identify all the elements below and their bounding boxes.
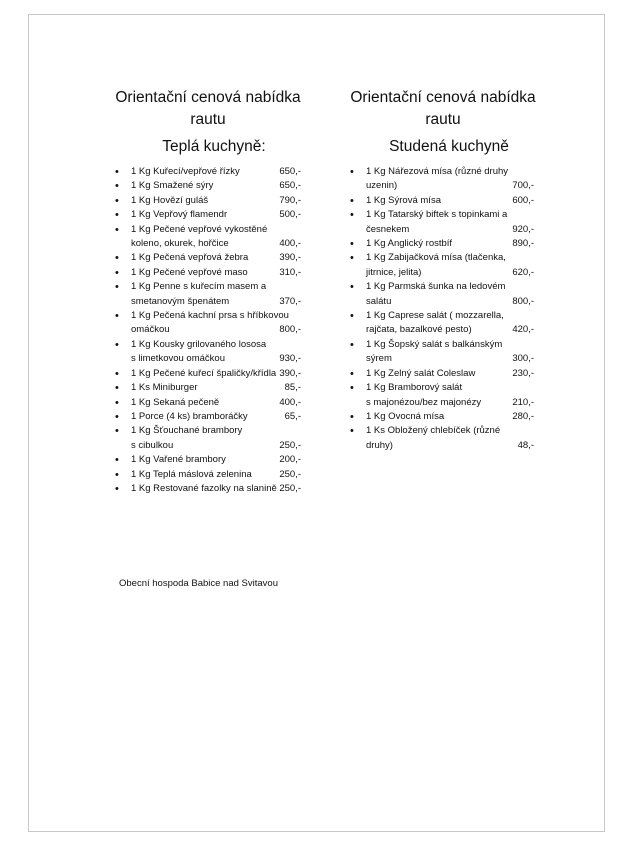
menu-item bbox=[109, 251, 301, 265]
menu-item-name: • 1 Kg Pečené vepřové maso bbox=[131, 266, 248, 278]
hot-kitchen-column bbox=[109, 87, 309, 496]
menu-item-price: 650,- bbox=[279, 180, 301, 192]
menu-item-price: 890,- bbox=[512, 238, 534, 250]
menu-item bbox=[109, 208, 301, 222]
menu-item-line bbox=[366, 223, 534, 237]
menu-item bbox=[344, 424, 534, 453]
menu-item-name: česnekem bbox=[366, 223, 410, 235]
menu-item-price: 800,- bbox=[512, 295, 534, 307]
menu-item-name: koleno, okurek, hořčice bbox=[131, 238, 229, 250]
menu-item-name: • 1 Kg Pečené vepřové vykostěné bbox=[131, 223, 268, 235]
menu-item-line bbox=[366, 439, 534, 453]
menu-item-line bbox=[366, 165, 534, 179]
menu-item-line bbox=[366, 280, 534, 294]
menu-item-price: 790,- bbox=[279, 194, 301, 206]
cold-kitchen-column bbox=[344, 87, 544, 453]
menu-item bbox=[109, 309, 301, 338]
menu-item-name: s cibulkou bbox=[131, 439, 174, 451]
menu-item-line bbox=[366, 410, 534, 424]
menu-item-price: 650,- bbox=[279, 166, 301, 177]
menu-item-name: • 1 Kg Anglický rostbíf bbox=[366, 238, 453, 250]
menu-item-price: 500,- bbox=[279, 209, 301, 221]
menu-item-line bbox=[131, 338, 301, 352]
menu-item-line bbox=[131, 381, 301, 395]
menu-item-price: 700,- bbox=[512, 180, 534, 192]
menu-item bbox=[344, 208, 534, 237]
menu-item-name: • 1 Kg Tatarský biftek s topinkami a bbox=[366, 209, 508, 221]
menu-item-name: • 1 Kg Nářezová mísa (různé druhy bbox=[366, 166, 509, 177]
menu-item-line bbox=[366, 194, 534, 208]
menu-item-name: • 1 Porce (4 ks) bramboráčky bbox=[131, 410, 248, 422]
menu-item-line bbox=[131, 352, 301, 366]
menu-item bbox=[109, 223, 301, 252]
menu-item-name: • 1 Kg Sýrová mísa bbox=[366, 194, 441, 206]
menu-item-price: 230,- bbox=[512, 367, 534, 379]
hot-kitchen-list bbox=[109, 165, 309, 496]
menu-item-price: 420,- bbox=[512, 324, 534, 336]
menu-item-name: • 1 Kg Penne s kuřecím masem a bbox=[131, 281, 267, 293]
right-title-line2: rautu bbox=[425, 111, 461, 128]
menu-item-line bbox=[366, 295, 534, 309]
menu-item bbox=[344, 381, 534, 410]
menu-item-line bbox=[366, 381, 534, 395]
cold-kitchen-list bbox=[344, 165, 544, 453]
left-title bbox=[103, 87, 313, 131]
menu-item-name: • 1 Ks Obložený chlebíček (různé bbox=[366, 425, 501, 437]
menu-item-line bbox=[366, 309, 534, 323]
menu-item-name: • 1 Ks Miniburger bbox=[131, 382, 198, 394]
menu-item-line bbox=[131, 223, 301, 237]
menu-item-line bbox=[131, 295, 301, 309]
menu-item bbox=[109, 410, 301, 424]
menu-item bbox=[344, 194, 534, 208]
menu-item bbox=[109, 179, 301, 193]
menu-item-line bbox=[131, 396, 301, 410]
menu-item bbox=[109, 194, 301, 208]
menu-item-name: • 1 Kg Caprese salát ( mozzarella, bbox=[366, 310, 504, 322]
menu-item-line bbox=[131, 194, 301, 208]
menu-item-price: 400,- bbox=[279, 238, 301, 250]
menu-item bbox=[344, 237, 534, 251]
menu-item bbox=[109, 482, 301, 496]
menu-item bbox=[109, 266, 301, 280]
menu-item-line bbox=[366, 266, 534, 280]
menu-item bbox=[109, 165, 301, 179]
menu-item-line bbox=[131, 208, 301, 222]
menu-item-name: • 1 Kg Parmská šunka na ledovém bbox=[366, 281, 506, 293]
menu-item bbox=[344, 338, 534, 367]
menu-item-name: • 1 Kg Šťouchané brambory bbox=[131, 425, 243, 437]
menu-item-line bbox=[366, 251, 534, 265]
menu-item-name: uzenin) bbox=[366, 180, 398, 192]
menu-item bbox=[109, 453, 301, 467]
menu-item bbox=[344, 165, 534, 194]
menu-item-line bbox=[366, 323, 534, 337]
menu-item-name: salátu bbox=[366, 295, 392, 307]
menu-item-name: • 1 Kg Zabijačková mísa (tlačenka, bbox=[366, 252, 506, 264]
menu-item-price: 200,- bbox=[279, 454, 301, 466]
menu-item-price: 620,- bbox=[512, 266, 534, 278]
menu-item-price: 280,- bbox=[512, 410, 534, 422]
menu-item bbox=[109, 367, 301, 381]
menu-item-price: 390,- bbox=[279, 367, 301, 379]
hot-kitchen-heading: Teplá kuchyně: bbox=[162, 138, 266, 155]
menu-item-name: • 1 Kg Hovězí guláš bbox=[131, 194, 209, 206]
menu-item-line bbox=[131, 439, 301, 453]
menu-item-name: • 1 Kg Zelný salát Coleslaw bbox=[366, 367, 476, 379]
menu-item bbox=[109, 396, 301, 410]
left-title-line1: Orientační cenová nabídka bbox=[115, 89, 301, 106]
footer-restaurant-name: Obecní hospoda Babice nad Svitavou bbox=[119, 578, 278, 589]
menu-item-line bbox=[131, 179, 301, 193]
menu-item-price: 65,- bbox=[284, 410, 301, 422]
menu-item-line bbox=[131, 468, 301, 482]
menu-item bbox=[109, 424, 301, 453]
menu-item-name: smetanovým špenátem bbox=[131, 295, 230, 307]
menu-item-name: • 1 Kg Pečené kuřecí špaličky/křídla bbox=[131, 367, 277, 379]
menu-item-name: • 1 Kg Sekaná pečeně bbox=[131, 396, 220, 408]
menu-item-line bbox=[131, 266, 301, 280]
menu-item-name: • 1 Kg Smažené sýry bbox=[131, 180, 214, 192]
menu-item-price: 370,- bbox=[279, 295, 301, 307]
menu-item-name: • 1 Kg Pečená vepřová žebra bbox=[131, 252, 249, 264]
menu-item-line bbox=[131, 251, 301, 265]
menu-item-line bbox=[131, 367, 301, 381]
menu-item-line bbox=[366, 396, 534, 410]
menu-item-price: 250,- bbox=[279, 468, 301, 480]
menu-item-name: jitrnice, jelita) bbox=[366, 266, 422, 278]
menu-item-line bbox=[366, 338, 534, 352]
menu-item bbox=[344, 251, 534, 280]
right-title bbox=[338, 87, 548, 131]
menu-item-line bbox=[366, 179, 534, 193]
menu-item-name: s limetkovou omáčkou bbox=[131, 353, 225, 365]
menu-item bbox=[344, 367, 534, 381]
menu-item-name: omáčkou bbox=[131, 324, 170, 336]
menu-item-line bbox=[366, 237, 534, 251]
menu-item-name: • 1 Kg Kuřecí/vepřové řízky bbox=[131, 166, 240, 177]
menu-item-line bbox=[131, 410, 301, 424]
menu-item-price: 85,- bbox=[284, 382, 301, 394]
menu-item-line bbox=[131, 280, 301, 294]
menu-item-price: 210,- bbox=[512, 396, 534, 408]
left-title-line2: rautu bbox=[190, 111, 226, 128]
menu-item bbox=[344, 280, 534, 309]
menu-item-line bbox=[131, 424, 301, 438]
menu-item-line bbox=[131, 453, 301, 467]
menu-item-line bbox=[131, 309, 301, 323]
menu-item-price: 600,- bbox=[512, 194, 534, 206]
menu-item bbox=[109, 381, 301, 395]
menu-item-price: 300,- bbox=[512, 353, 534, 365]
menu-item-name: s majonézou/bez majonézy bbox=[366, 396, 482, 408]
menu-item-name: • 1 Kg Restované fazolky na slanině bbox=[131, 482, 277, 494]
menu-item bbox=[344, 410, 534, 424]
menu-item-name: rajčata, bazalkové pesto) bbox=[366, 324, 472, 336]
menu-item-name: • 1 Kg Vařené brambory bbox=[131, 454, 226, 466]
menu-item bbox=[109, 280, 301, 309]
right-title-line1: Orientační cenová nabídka bbox=[350, 89, 536, 106]
menu-item-name: • 1 Kg Vepřový flamendr bbox=[131, 209, 228, 221]
menu-item-price: 310,- bbox=[279, 266, 301, 278]
menu-item bbox=[344, 309, 534, 338]
menu-item-price: 48,- bbox=[517, 439, 534, 451]
menu-item-name: druhy) bbox=[366, 439, 393, 451]
menu-item-name: • 1 Kg Ovocná mísa bbox=[366, 410, 445, 422]
menu-item-line bbox=[131, 237, 301, 251]
menu-item bbox=[109, 468, 301, 482]
menu-item-price: 390,- bbox=[279, 252, 301, 264]
menu-item-line bbox=[366, 352, 534, 366]
menu-item-line bbox=[131, 165, 301, 179]
menu-item-line bbox=[131, 482, 301, 496]
menu-item-name: • 1 Kg Teplá máslová zelenina bbox=[131, 468, 252, 480]
menu-item bbox=[109, 338, 301, 367]
menu-item-price: 250,- bbox=[279, 482, 301, 494]
menu-item-name: sýrem bbox=[366, 353, 392, 365]
menu-item-name: • 1 Kg Bramborový salát bbox=[366, 382, 463, 394]
menu-item-price: 800,- bbox=[279, 324, 301, 336]
menu-item-line bbox=[366, 367, 534, 381]
menu-item-line bbox=[366, 208, 534, 222]
menu-item-line bbox=[131, 323, 301, 337]
document-page bbox=[28, 14, 605, 832]
menu-item-name: • 1 Kg Kousky grilovaného lososa bbox=[131, 338, 267, 350]
menu-item-name: • 1 Kg Šopský salát s balkánským bbox=[366, 338, 503, 350]
menu-item-price: 250,- bbox=[279, 439, 301, 451]
cold-kitchen-heading: Studená kuchyně bbox=[389, 138, 509, 155]
menu-item-price: 930,- bbox=[279, 353, 301, 365]
menu-item-name: • 1 Kg Pečená kachní prsa s hříbkovou bbox=[131, 310, 289, 322]
menu-item-price: 400,- bbox=[279, 396, 301, 408]
menu-item-price: 920,- bbox=[512, 223, 534, 235]
menu-item-line bbox=[366, 424, 534, 438]
